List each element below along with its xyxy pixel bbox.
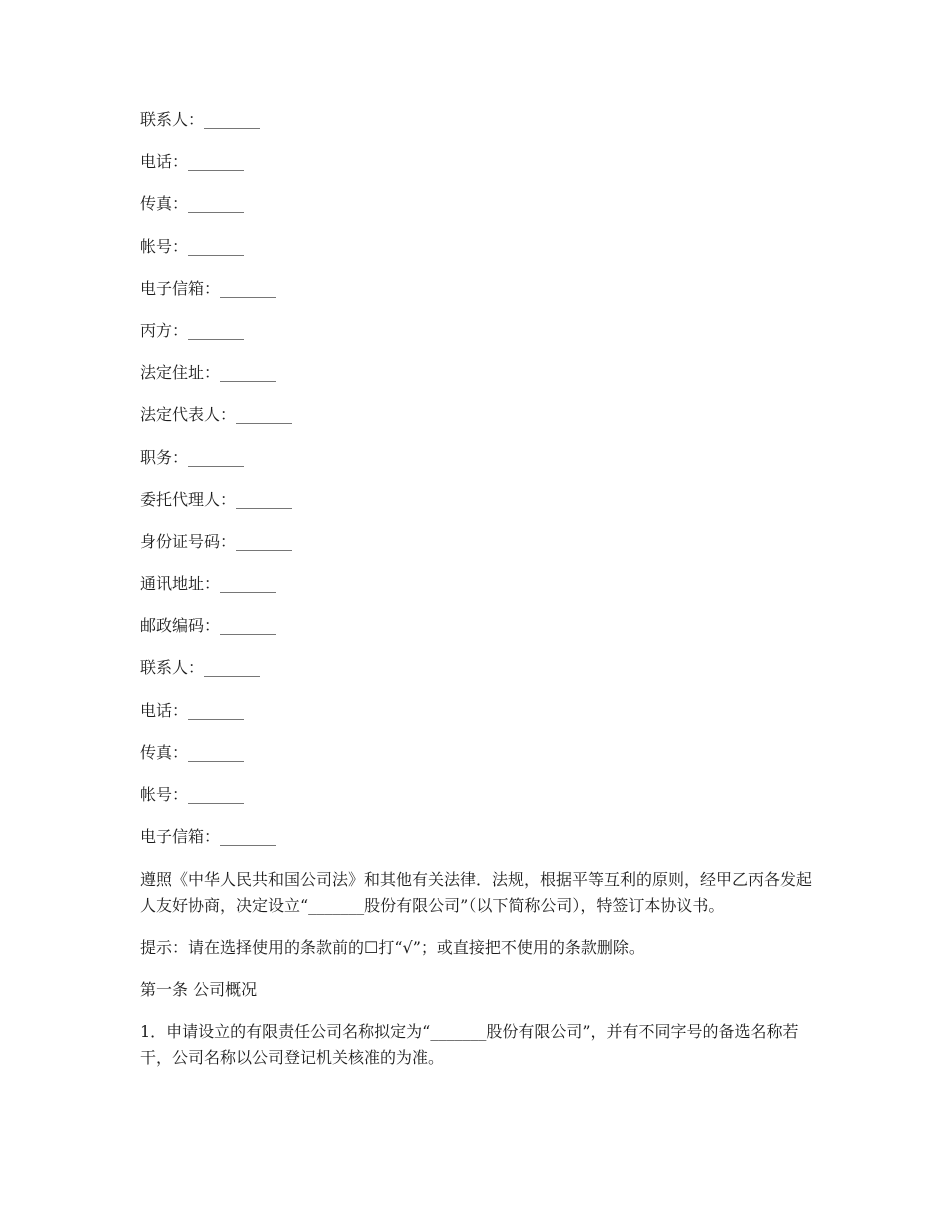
party-c-agent: 委托代理人：_______ bbox=[140, 489, 293, 509]
party-c-postal-code: 邮政编码：_______ bbox=[140, 616, 277, 636]
party-b-email: 电子信箱：_______ bbox=[140, 278, 277, 298]
party-c-phone: 电话：_______ bbox=[140, 700, 245, 720]
party-c-id-number: 身份证号码：_______ bbox=[140, 531, 293, 551]
hint-paragraph: 提示：请在选择使用的条款前的☐打“√”；或直接把不使用的条款删除。 bbox=[140, 938, 645, 958]
party-c-legal-representative: 法定代表人：_______ bbox=[140, 405, 293, 425]
article-1-title: 第一条 公司概况 bbox=[140, 980, 258, 1000]
article-1-item-1: 1．申请设立的有限责任公司名称拟定为“_______股份有限公司”，并有不同字号的备选名称若干，公司名称以公司登记机关核准的为准。 bbox=[140, 1022, 799, 1068]
party-c-position: 职务：_______ bbox=[140, 447, 245, 467]
party-b-fax: 传真：_______ bbox=[140, 194, 245, 214]
party-c-label: 丙方：_______ bbox=[140, 320, 245, 340]
party-b-contact-person: 联系人：_______ bbox=[140, 110, 261, 129]
party-c-account: 帐号：_______ bbox=[140, 785, 245, 804]
party-c-email: 电子信箱：_______ bbox=[140, 827, 277, 847]
party-c-mailing-address: 通讯地址：_______ bbox=[140, 574, 277, 594]
party-c-contact-person: 联系人：_______ bbox=[140, 658, 261, 678]
document-page bbox=[140, 108, 820, 1087]
party-c-legal-address: 法定住址：_______ bbox=[140, 363, 277, 383]
party-b-account: 帐号：_______ bbox=[140, 236, 245, 256]
party-b-phone: 电话：_______ bbox=[140, 152, 245, 172]
intro-paragraph: 遵照《中华人民共和国公司法》和其他有关法律．法规，根据平等互利的原则，经甲乙丙各发起人友好协商，决定设立“_______股份有限公司”（以下简称公司），特签订本协议书。 bbox=[140, 870, 813, 916]
party-c-fax: 传真：_______ bbox=[140, 742, 245, 762]
